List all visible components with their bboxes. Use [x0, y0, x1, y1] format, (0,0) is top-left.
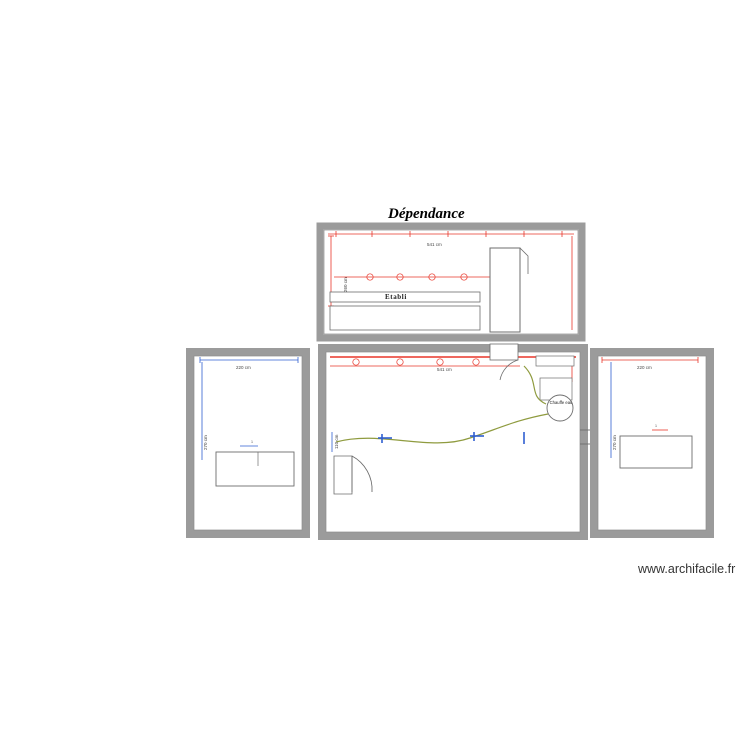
workbench-lower-top[interactable] — [330, 306, 480, 330]
furniture-right-room[interactable] — [620, 436, 692, 468]
door-swing-top — [520, 248, 528, 274]
dim-label-right-width: 220 cm — [637, 365, 652, 370]
water-heater[interactable] — [547, 395, 573, 421]
outlet-symbols-center — [353, 359, 479, 365]
room-center[interactable] — [322, 344, 594, 536]
dim-label-center-door: 110 cm — [334, 434, 339, 449]
door-center-top[interactable] — [490, 344, 518, 360]
dim-label-right-height: 270 cm — [612, 435, 617, 450]
dim-label-center-width: 541 cm — [437, 367, 452, 372]
dim-label-left-width: 220 cm — [236, 365, 251, 370]
page-title: Dépendance — [388, 206, 465, 222]
small-label-right: 1 — [655, 424, 657, 428]
furniture-left-room[interactable] — [216, 452, 294, 486]
workbench-label: Etabli — [385, 293, 407, 301]
watermark: www.archifacile.fr — [638, 562, 736, 576]
room-top[interactable] — [320, 226, 582, 338]
water-heater-label: Chauffe eau — [549, 400, 573, 405]
door-frame-center[interactable] — [334, 456, 352, 494]
dim-label-top-height: 260 cm — [343, 277, 348, 292]
door-top-room[interactable] — [490, 248, 520, 332]
wire-green-lower — [336, 414, 548, 443]
dim-label-left-height: 270 cm — [203, 435, 208, 450]
door-swing-center — [352, 456, 372, 492]
small-label-left: 1 — [251, 440, 253, 444]
electrical-panel-center[interactable] — [536, 356, 574, 366]
dim-label-top-width: 541 cm — [427, 242, 442, 247]
door-swing-center-top — [500, 360, 518, 380]
wall-inner-outline-left — [194, 356, 302, 530]
